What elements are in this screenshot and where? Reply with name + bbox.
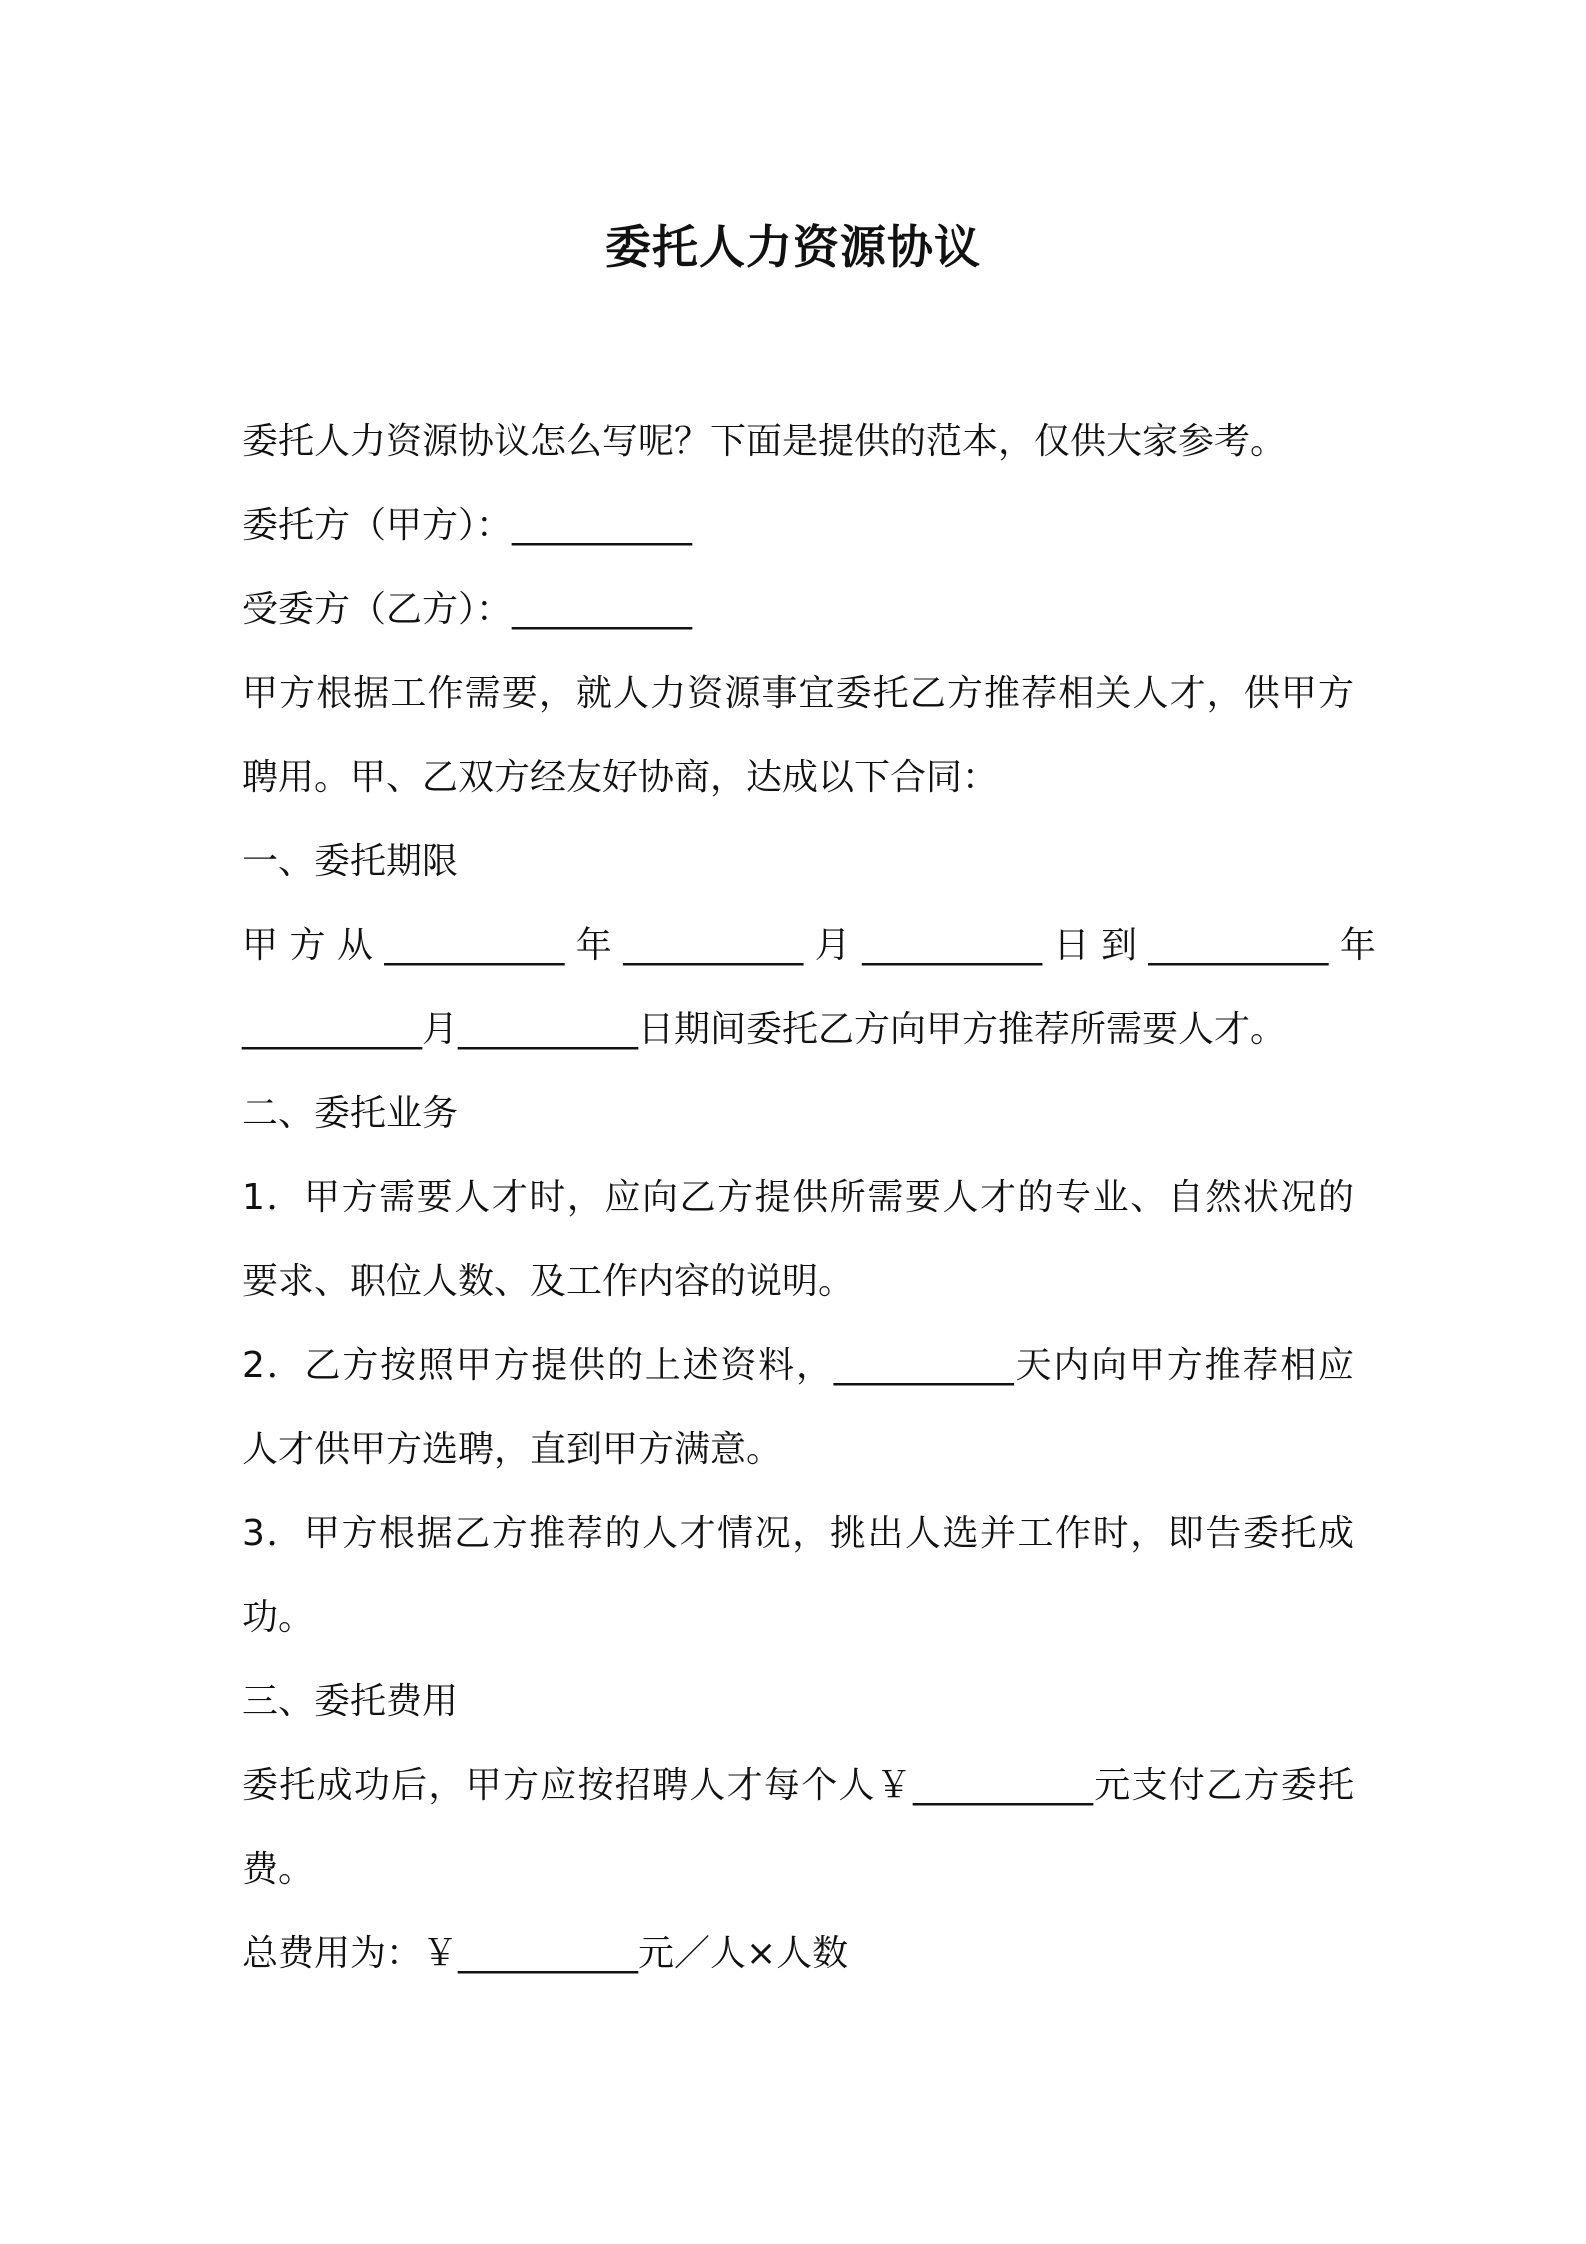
paragraph-line: 要求、职位人数、及工作内容的说明。 <box>242 1261 855 1302</box>
paragraph-line: 功。 <box>242 1597 315 1638</box>
paragraph-line: 1．甲方需要人才时，应向乙方提供所需要人才的专业、自然状况的 <box>242 1177 1354 1218</box>
paragraph-line: 人才供甲方选聘，直到甲方满意。 <box>242 1429 783 1470</box>
section-heading: 二、委托业务 <box>242 1093 459 1134</box>
paragraph-line: 委托成功后，甲方应按招聘人才每个人￥__________元支付乙方委托 <box>242 1765 1354 1806</box>
paragraph-line: 甲方根据工作需要，就人力资源事宜委托乙方推荐相关人才，供甲方 <box>242 673 1354 714</box>
document-title: 委托人力资源协议 <box>605 220 981 274</box>
party-b-line: 受委方（乙方）：__________ <box>242 589 693 630</box>
document-body <box>242 400 1376 1996</box>
party-a-line: 委托方（甲方）：__________ <box>242 505 693 546</box>
section-heading: 三、委托费用 <box>242 1681 459 1722</box>
paragraph-line: 3．甲方根据乙方推荐的人才情况，挑出人选并工作时，即告委托成 <box>242 1513 1354 1554</box>
paragraph-line: __________月__________日期间委托乙方向甲方推荐所需要人才。 <box>242 1009 1287 1050</box>
total-fee-line: 总费用为：￥__________元／人×人数 <box>242 1933 849 1974</box>
section-heading: 一、委托期限 <box>242 841 459 882</box>
paragraph-line: 聘用。甲、乙双方经友好协商，达成以下合同： <box>242 757 999 798</box>
intro-line: 委托人力资源协议怎么写呢？下面是提供的范本，仅供大家参考。 <box>242 421 1287 462</box>
paragraph-line: 甲 方 从 __________ 年 __________ 月 __________ 日 到 __________ 年 <box>242 925 1376 966</box>
paragraph-line: 2．乙方按照甲方提供的上述资料，__________天内向甲方推荐相应 <box>242 1345 1354 1386</box>
paragraph-line: 费。 <box>242 1849 315 1890</box>
